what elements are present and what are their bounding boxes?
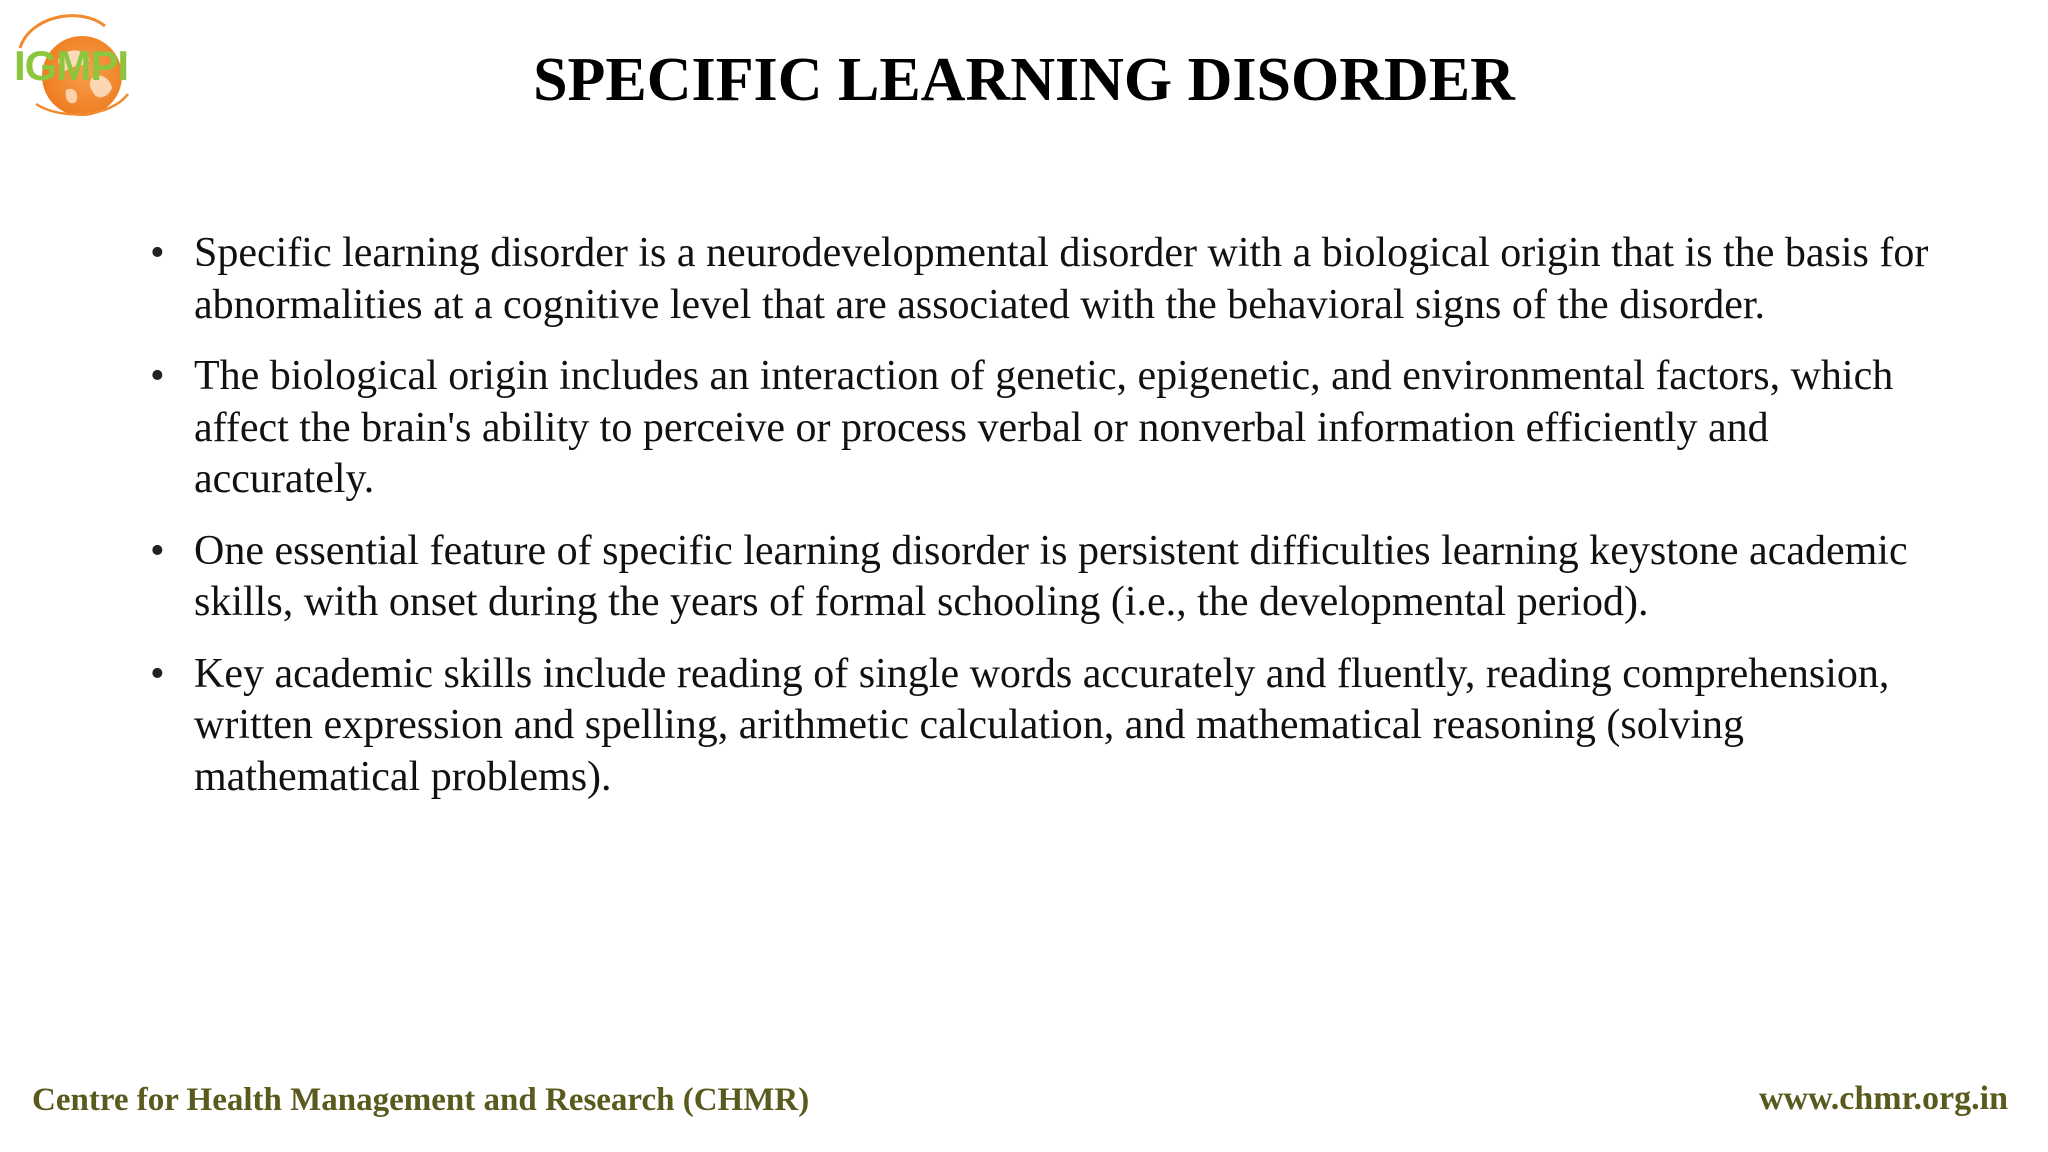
bullet-dot: •	[150, 353, 165, 399]
list-item	[150, 649, 1930, 804]
bullet-text: Specific learning disorder is a neurodevelopmental disorder with a biological origin that is the basis for abnormalities at a cognitive level that are associated with the behavioral signs of the disorder.	[194, 230, 1929, 328]
slide-title: SPECIFIC LEARNING DISORDER	[533, 46, 1515, 114]
list-item	[150, 526, 1930, 629]
list-item	[150, 228, 1930, 331]
bullet-text: Key academic skills include reading of single words accurately and fluently, reading comprehension, written expression and spelling, arithmetic calculation, and mathematical reasoning (solving mathematical problems).	[194, 650, 1890, 800]
footer-website-link[interactable]: www.chmr.org.in	[1758, 1080, 2008, 1117]
bullet-list	[150, 228, 1930, 823]
bullet-text: The biological origin includes an interaction of genetic, epigenetic, and environmental factors, which affect the brain's ability to perceive or process verbal or nonverbal information efficiently and accurately.	[194, 353, 1894, 502]
bullet-dot: •	[150, 527, 165, 574]
bullet-dot: •	[150, 650, 165, 697]
bullet-text: One essential feature of specific learning disorder is persistent difficulties learning keystone academic skills, with onset during the years of formal schooling (i.e., the developmental period).	[194, 527, 1908, 625]
footer-organization: Centre for Health Management and Research (CHMR)	[32, 1082, 810, 1118]
logo-text: IGMPI	[14, 42, 129, 89]
list-item	[150, 351, 1930, 506]
bullet-dot: •	[150, 230, 165, 276]
